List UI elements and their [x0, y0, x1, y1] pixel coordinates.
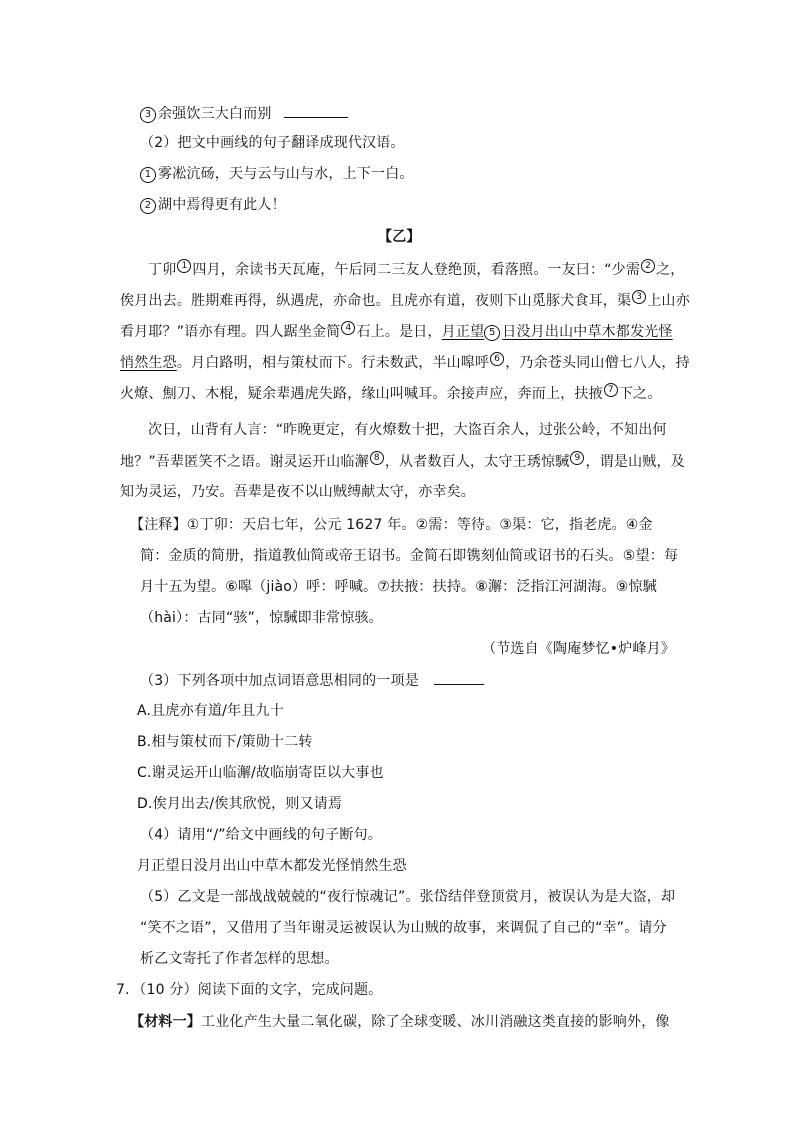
answer-blank[interactable]: [284, 103, 348, 118]
question-4-stem: （4）请用“/”给文中画线的句子断句。: [140, 827, 382, 843]
footnote-marker: 6: [490, 352, 504, 366]
footnote-marker: 9: [570, 451, 584, 465]
question-5-line: （5）乙文是一部战战兢兢的“夜行惊魂记”。张岱结伴登顶赏月，被误认为是大盗，却: [140, 889, 676, 905]
footnote-marker: 2: [641, 259, 655, 273]
circled-number: 1: [140, 167, 156, 183]
option-b[interactable]: B.相与策杖而下/策勋十二转: [137, 734, 313, 750]
passage-line: 知为灵运，乃安。吾辈是夜不以山贼缚献太守，亦幸矣。: [120, 484, 475, 500]
answer-blank[interactable]: [434, 670, 484, 685]
source-citation: （节选自《陶庵梦忆•炉峰月》: [482, 641, 676, 657]
question-5-line: 析乙文寄托了作者怎样的思想。: [140, 951, 339, 967]
q6-item-3: 3 余强饮三大白而别: [140, 103, 348, 124]
footnote-marker: 4: [341, 321, 355, 335]
notes-line: 月十五为望。⑥嗥（jiào）呼：呼喊。⑦扶掖：扶持。⑧澥：泛指江河湖海。⑨惊駴: [140, 579, 657, 595]
notes-line: 简：金质的简册，指道教仙简或帝王诏书。金简石即镌刻仙简或诏书的石头。⑤望：每: [140, 548, 679, 564]
underlined-sentence: 月正望 5 日没月出山中草木都发光怪: [441, 324, 673, 340]
footnote-marker: 7: [604, 383, 618, 397]
question-4-sentence: 月正望日没月出山中草木都发光怪悄然生恐: [137, 858, 407, 874]
underlined-sentence: 悄然生恐: [120, 355, 177, 371]
question-5-line: “笑不之语”，又借用了当年谢灵运被误认为山贼的故事，来调侃了自己的“幸”。请分: [140, 920, 667, 936]
notes-line: （hài）：古同“骇”，惊駴即非常惊骇。: [140, 610, 383, 626]
passage-line: 丁卯 1 四月，余读书天瓦庵，午后同二三友人登绝顶，看落照。一友曰：“少需 2 之，: [148, 261, 685, 278]
footnote-marker: 3: [632, 290, 646, 304]
passage-line: 次日，山背有人言：“昨晚更定，有火燎数十把，大盗百余人，过张公岭，不知出何: [148, 422, 667, 438]
option-c[interactable]: C.谢灵运开山临澥/故临崩寄臣以大事也: [137, 765, 384, 781]
passage-line: 地？”吾辈匿笑不之语。谢灵运开山临澥 8 ，从者数百人，太守王琇惊駴 9 ，谓是山贼，及: [120, 453, 685, 470]
passage-line: 俟月出去。胜期难再得，纵遇虎，亦命也。且虎亦有道，夜则下山觅豚犬食耳，渠 3 上山亦: [120, 292, 690, 309]
circled-number: 3: [140, 107, 156, 123]
passage-line: 看月耶？”语亦有理。四人踞坐金简 4 石上。是日，月正望 5 日没月出山中草木都发光怪: [120, 323, 673, 340]
material-label: 【材料一】: [130, 1014, 201, 1030]
passage-line: 火燎、劁刀、木棍，疑余辈遇虎失路，缘山叫喊耳。余接声应，奔而上，扶掖 7 下之。: [120, 385, 662, 402]
question-3-stem: （3）下列各项中加点词语意思相同的一项是: [140, 670, 484, 691]
material-1-line: 【材料一】工业化产生大量二氧化碳，除了全球变暖、冰川消融这类直接的影响外，像: [130, 1014, 670, 1030]
footnote-marker: 5: [484, 325, 500, 341]
circled-number: 2: [140, 198, 156, 214]
passage-line: 悄然生恐。月白路明，相与策杖而下。行未数武，半山嗥呼 6 ，乃余苍头同山僧七八人，持: [120, 354, 690, 371]
notes-line: 【注释】①丁卯：天启七年，公元 1627 年。②需：等待。③渠：它，指老虎。④金: [130, 517, 653, 533]
footnote-marker: 8: [370, 451, 384, 465]
option-d[interactable]: D.俟月出去/俟其欣悦，则又请焉: [137, 796, 343, 812]
footnote-marker: 1: [177, 259, 191, 273]
translation-sentence-2: 2 湖中焉得更有此人！: [140, 195, 286, 215]
option-a[interactable]: A.且虎亦有道/年且九十: [137, 703, 284, 719]
q6-subquestion-2: （2）把文中画线的句子翻译成现代汉语。: [140, 135, 405, 151]
question-7-stem: 7．（10 分）阅读下面的文字，完成问题。: [116, 982, 383, 998]
section-title: 【乙】: [378, 229, 421, 245]
translation-sentence-1: 1 雾凇沆砀，天与云与山与水，上下一白。: [140, 164, 414, 184]
